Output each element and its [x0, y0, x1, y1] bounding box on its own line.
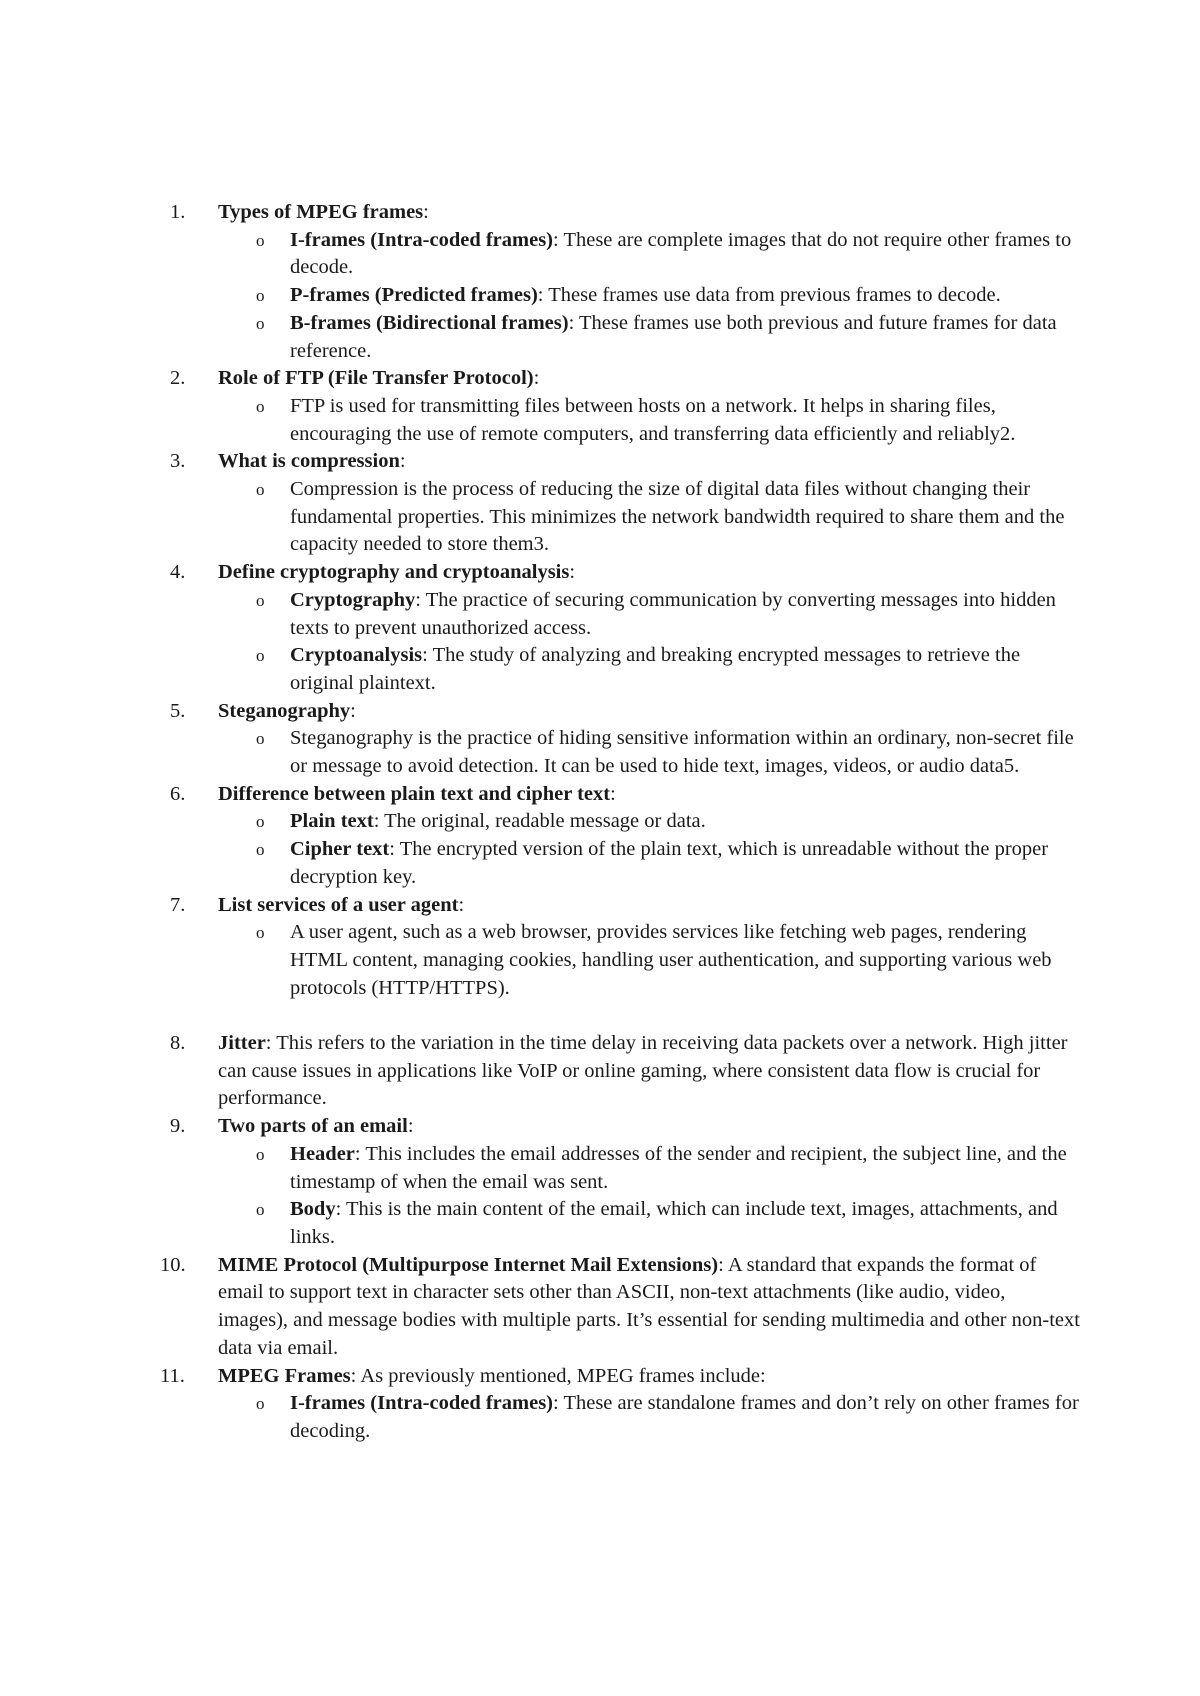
item-heading: Define cryptography and cryptoanalysis: [218, 561, 570, 584]
item-heading: List services of a user agent: [218, 893, 459, 916]
sub-label: Cipher text: [290, 838, 390, 861]
item-text: :: [458, 893, 465, 916]
sub-list: [218, 919, 1080, 1002]
sub-item: [218, 1196, 1080, 1251]
bullet-icon: o: [256, 313, 265, 333]
item-number: 10.: [160, 1253, 186, 1276]
list-item: [0, 1113, 1200, 1252]
sub-label: Header: [290, 1142, 355, 1165]
item-text: :: [423, 201, 429, 223]
sub-list: [218, 1390, 1080, 1445]
item-text: : This refers to the variation in the time delay in receiving data packets over a network. High jitter can cause issues in applications like VoIP or online gaming, where consistent data flow is crucial for performance.: [218, 1032, 1068, 1110]
sub-list: [218, 393, 1080, 448]
bullet-icon: o: [256, 1394, 265, 1414]
item-number: 3.: [170, 450, 186, 473]
bullet-icon: o: [256, 480, 265, 500]
bullet-icon: o: [256, 286, 265, 306]
list-item: [0, 448, 1200, 559]
sub-label: B-frames (Bidirectional frames): [290, 311, 569, 334]
item-number: 4.: [170, 561, 186, 584]
sub-list: [218, 227, 1080, 366]
sub-label: Plain text: [290, 810, 374, 833]
sub-label: P-frames (Predicted frames): [290, 284, 538, 307]
list-item: [0, 781, 1200, 892]
item-heading: Role of FTP (File Transfer Protocol): [218, 367, 534, 390]
sub-text: : These are standalone frames and don’t rely on other frames for decoding.: [290, 1392, 1079, 1442]
item-number: 8.: [170, 1032, 186, 1055]
sub-item: [218, 1141, 1080, 1196]
sub-text: FTP is used for transmitting files between hosts on a network. It helps in sharing files, encouraging the use of remote computers, and transferring data efficiently and reliably2.: [290, 394, 1016, 445]
item-heading: Types of MPEG frames: [218, 201, 424, 223]
list-item: [0, 698, 1200, 781]
list-item: [0, 199, 1200, 365]
item-text: : A standard that expands the format of email to support text in character sets other than ASCII, non-text attachments (like audio, video, images), and message bodies with multiple parts. It’s essential for sending multimedia and other non-text data via email.: [218, 1253, 1080, 1359]
item-number: 11.: [160, 1364, 185, 1387]
sub-label: Cryptography: [290, 588, 416, 611]
bullet-icon: o: [256, 1200, 265, 1220]
sub-text: : This includes the email addresses of the sender and recipient, the subject line, and the timestamp of when the email was sent.: [290, 1142, 1067, 1193]
sub-label: Cryptoanalysis: [290, 644, 423, 667]
item-text: :: [569, 561, 576, 584]
sub-text: : The study of analyzing and breaking encrypted messages to retrieve the original plaintext.: [290, 644, 1021, 694]
bullet-icon: o: [256, 729, 265, 749]
sub-text: : This is the main content of the email, which can include text, images, attachments, and links.: [290, 1198, 1058, 1248]
list-item: [0, 559, 1200, 698]
sub-item: [218, 310, 1080, 365]
item-heading: What is compression: [218, 450, 400, 473]
item-heading: Difference between plain text and cipher text: [218, 782, 611, 805]
list-item: [0, 1252, 1200, 1363]
sub-item: [218, 282, 1080, 310]
item-number: 2.: [170, 367, 186, 390]
bullet-icon: o: [256, 646, 265, 666]
item-heading: Steganography: [218, 699, 351, 722]
sub-item: [218, 587, 1080, 642]
item-text: :: [399, 450, 406, 473]
sub-item: [218, 642, 1080, 697]
bullet-icon: o: [256, 923, 265, 943]
sub-text: : These frames use data from previous frames to decode.: [537, 284, 1001, 307]
sub-list: [218, 725, 1080, 780]
sub-item: [218, 227, 1080, 282]
sub-item: [218, 725, 1080, 780]
bullet-icon: o: [256, 590, 265, 610]
item-text: :: [407, 1115, 414, 1138]
sub-list: [218, 1141, 1080, 1252]
item-text: :: [533, 367, 540, 390]
sub-item: [218, 919, 1080, 1002]
sub-item: [218, 393, 1080, 448]
list-item: [0, 365, 1200, 448]
sub-text: : The encrypted version of the plain text, which is unreadable without the proper decryption key.: [290, 838, 1049, 888]
item-text: : As previously mentioned, MPEG frames include:: [350, 1364, 766, 1387]
sub-item: [218, 1390, 1080, 1445]
item-text: :: [610, 782, 616, 805]
bullet-icon: o: [256, 230, 265, 250]
list-item: [0, 892, 1200, 1003]
sub-text: : These frames use both previous and future frames for data reference.: [290, 311, 1057, 362]
sub-item: [218, 808, 1080, 836]
item-heading: Two parts of an email: [218, 1115, 408, 1138]
sub-item: [218, 476, 1080, 559]
sub-text: Compression is the process of reducing the size of digital data files without changing their fundamental properties. This minimizes the network bandwidth required to share them and the capacity needed to store them3.: [290, 478, 1065, 556]
sub-text: : The practice of securing communication by converting messages into hidden texts to prevent unauthorized access.: [290, 588, 1056, 639]
bullet-icon: o: [256, 396, 265, 416]
item-heading: MIME Protocol (Multipurpose Internet Mail Extensions): [218, 1253, 719, 1276]
item-number: 9.: [170, 1115, 186, 1138]
sub-text: A user agent, such as a web browser, provides services like fetching web pages, rendering HTML content, managing cookies, handling user authentication, and supporting various web protocols (HTTP/HTTPS).: [290, 921, 1052, 999]
list-item: [0, 1030, 1200, 1113]
sub-item: [218, 836, 1080, 891]
item-number: 5.: [170, 699, 186, 722]
list-item: [0, 1363, 1200, 1446]
sub-text: : These are complete images that do not require other frames to decode.: [290, 228, 1072, 279]
item-number: 1.: [170, 201, 186, 223]
sub-list: [218, 476, 1080, 559]
item-number: 7.: [170, 893, 186, 916]
sub-text: Steganography is the practice of hiding sensitive information within an ordinary, non-secret file or message to avoid detection. It can be used to hide text, images, videos, or audio data5.: [290, 727, 1074, 778]
item-text: :: [350, 699, 356, 722]
item-number: 6.: [170, 782, 186, 805]
bullet-icon: o: [256, 1144, 265, 1164]
bullet-icon: o: [256, 812, 265, 832]
sub-label: Body: [290, 1198, 336, 1221]
sub-list: [218, 587, 1080, 698]
sub-label: I-frames (Intra-coded frames): [290, 228, 553, 251]
item-heading: Jitter: [218, 1032, 266, 1055]
item-heading: MPEG Frames: [218, 1364, 351, 1387]
sub-text: : The original, readable message or data.: [373, 810, 706, 833]
bullet-icon: o: [256, 840, 265, 860]
numbered-list: [0, 199, 1200, 1446]
sub-list: [218, 808, 1080, 891]
sub-label: I-frames (Intra-coded frames): [290, 1392, 553, 1415]
